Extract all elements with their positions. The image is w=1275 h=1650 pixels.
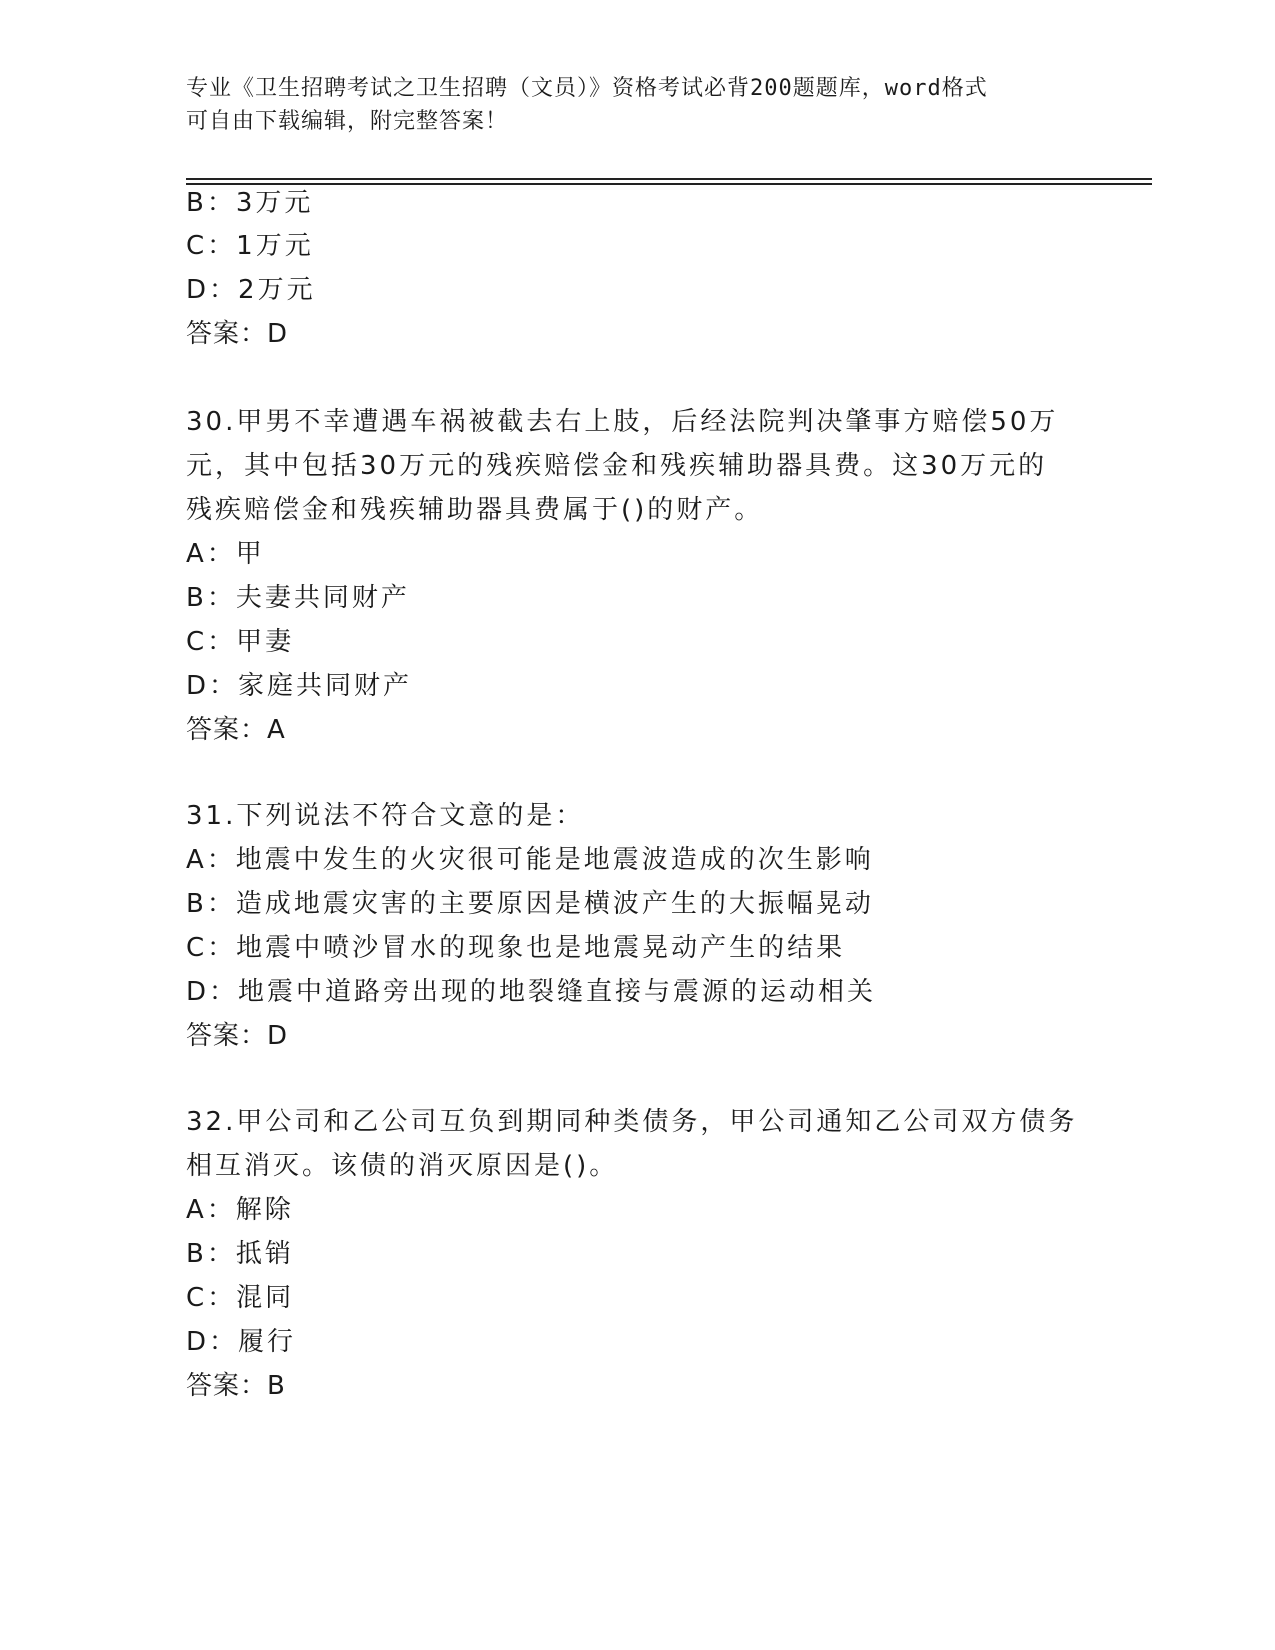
q30-option-d: D：家庭共同财产 bbox=[186, 671, 413, 701]
q30-option-c: C：甲妻 bbox=[186, 627, 295, 657]
q29-option-b: B：3万元 bbox=[186, 188, 314, 218]
q29-option-c: C：1万元 bbox=[186, 231, 314, 261]
q29-option-d: D：2万元 bbox=[186, 275, 316, 305]
header-divider-top bbox=[186, 178, 1152, 180]
q29-answer: 答案：D bbox=[186, 319, 289, 349]
q32-option-d: D：履行 bbox=[186, 1327, 297, 1357]
q32-stem-line-1: 32.甲公司和乙公司互负到期同种类债务，甲公司通知乙公司双方债务 bbox=[186, 1107, 1078, 1137]
q30-stem-line-3: 残疾赔偿金和残疾辅助器具费属于()的财产。 bbox=[186, 495, 764, 525]
q31-answer: 答案：D bbox=[186, 1021, 289, 1051]
q30-option-a: A：甲 bbox=[186, 539, 265, 569]
q31-stem-line-1: 31.下列说法不符合文意的是： bbox=[186, 801, 585, 831]
q32-option-c: C：混同 bbox=[186, 1283, 295, 1313]
q30-stem-line-2: 元，其中包括30万元的残疾赔偿金和残疾辅助器具费。这30万元的 bbox=[186, 451, 1048, 481]
document-header bbox=[186, 72, 1066, 138]
q30-stem-line-1: 30.甲男不幸遭遇车祸被截去右上肢，后经法院判决肇事方赔偿50万 bbox=[186, 407, 1059, 437]
header-title-line-1: 专业《卫生招聘考试之卫生招聘（文员）》资格考试必背200题题库，word格式 bbox=[186, 76, 988, 101]
header-divider-bottom bbox=[186, 183, 1152, 185]
header-title-line-2: 可自由下载编辑，附完整答案！ bbox=[186, 109, 509, 134]
q30-option-b: B：夫妻共同财产 bbox=[186, 583, 410, 613]
q32-option-a: A：解除 bbox=[186, 1195, 294, 1225]
q32-answer: 答案：B bbox=[186, 1371, 286, 1401]
q31-option-b: B：造成地震灾害的主要原因是横波产生的大振幅晃动 bbox=[186, 889, 874, 919]
q31-option-a: A：地震中发生的火灾很可能是地震波造成的次生影响 bbox=[186, 845, 874, 875]
q32-stem-line-2: 相互消灭。该债的消灭原因是()。 bbox=[186, 1151, 619, 1181]
q31-option-d: D：地震中道路旁出现的地裂缝直接与震源的运动相关 bbox=[186, 977, 877, 1007]
q30-answer: 答案：A bbox=[186, 715, 286, 745]
q32-option-b: B：抵销 bbox=[186, 1239, 294, 1269]
q31-option-c: C：地震中喷沙冒水的现象也是地震晃动产生的结果 bbox=[186, 933, 846, 963]
